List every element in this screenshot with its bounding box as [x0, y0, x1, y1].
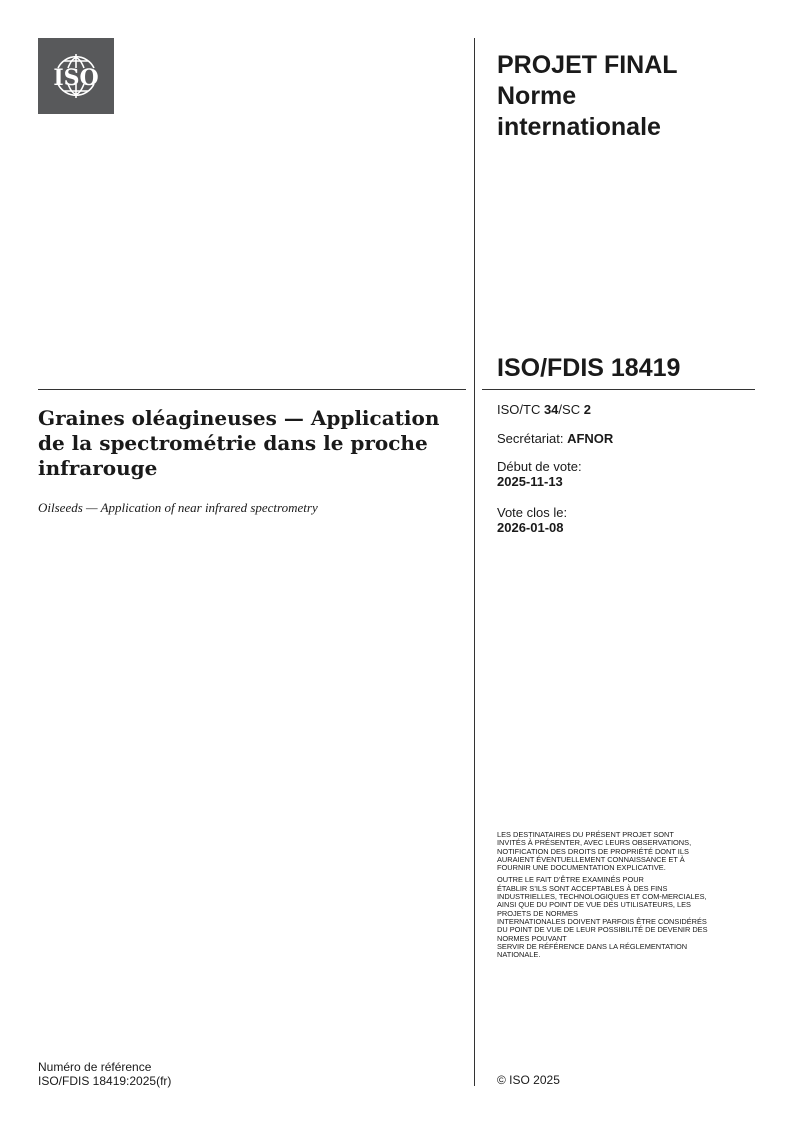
notice-line: LES DESTINATAIRES DU PRÉSENT PROJET SONT	[497, 830, 674, 839]
vote-end	[497, 505, 567, 535]
sc-prefix: /SC	[558, 402, 584, 417]
vote-start	[497, 459, 582, 489]
tc-number: 34	[543, 402, 559, 417]
left-rule	[38, 389, 466, 390]
notice-line: NORMES POUVANT	[497, 933, 567, 943]
sc-number: 2	[583, 402, 591, 417]
notice-line: AINSI QUE DU POINT DE VUE DES UTILISATEURS, LES	[497, 900, 691, 910]
vote-start-label: Début de vote:	[497, 459, 582, 474]
status-line-3: internationale	[497, 113, 661, 141]
notice-paragraph-1	[497, 831, 757, 872]
vote-end-label: Vote clos le:	[497, 505, 568, 520]
status-line-2: Norme	[497, 82, 577, 110]
english-title: Oilseeds — Application of near infrared spectrometry	[38, 500, 318, 515]
logo-text: ISO	[53, 65, 99, 91]
document-number: ISO/FDIS 18419	[497, 354, 681, 382]
right-rule	[482, 389, 755, 390]
copyright: © ISO 2025	[497, 1073, 560, 1087]
notice-line: PROJETS DE NORMES	[497, 908, 578, 918]
secretariat	[497, 431, 613, 446]
globe-icon	[38, 38, 114, 114]
notice-line: OUTRE LE FAIT D’ÊTRE EXAMINÉS POUR	[497, 875, 644, 885]
reference-label: Numéro de référence	[38, 1060, 152, 1074]
notice-paragraph-2	[497, 876, 757, 959]
notice-line: AURAIENT ÉVENTUELLEMENT CONNAISSANCE ET À	[497, 854, 685, 864]
document-title: Graines oléagineuses — Application de la spectrométrie dans le proche infrarouge	[38, 406, 440, 480]
notice-line: DU POINT DE VUE DE LEUR POSSIBILITÉ DE DEVENIR DES	[497, 925, 708, 935]
committee-prefix: ISO/TC	[497, 402, 544, 417]
reference-number	[38, 1060, 171, 1088]
notice-line: INDUSTRIELLES, TECHNOLOGIQUES ET COM-MERCIALES,	[497, 892, 707, 902]
reference-value: ISO/FDIS 18419:2025(fr)	[38, 1074, 172, 1088]
secretariat-label: Secrétariat:	[497, 431, 568, 446]
notice-line: INVITÉS À PRÉSENTER, AVEC LEURS OBSERVATIONS,	[497, 838, 692, 848]
notice-line: FOURNIR UNE DOCUMENTATION EXPLICATIVE.	[497, 863, 666, 873]
committee	[497, 402, 591, 417]
draft-notice	[497, 831, 757, 963]
notice-line: ÉTABLIR S’ILS SONT ACCEPTABLES À DES FINS	[497, 883, 668, 893]
vote-start-date: 2025-11-13	[497, 474, 563, 489]
column-divider	[474, 38, 475, 1086]
notice-line: NOTIFICATION DES DROITS DE PROPRIÉTÉ DONT ILS	[497, 846, 689, 856]
vote-end-date: 2026-01-08	[497, 520, 564, 535]
iso-logo	[38, 38, 114, 114]
notice-line: INTERNATIONALES DOIVENT PARFOIS ÊTRE CONSIDÉRÉS	[497, 916, 707, 926]
notice-line: NATIONALE.	[497, 950, 541, 960]
notice-line: SERVIR DE RÉFÉRENCE DANS LA RÉGLEMENTATION	[497, 941, 688, 951]
status-line-1: PROJET FINAL	[497, 51, 678, 79]
secretariat-value: AFNOR	[567, 431, 614, 446]
document-status	[497, 50, 678, 143]
